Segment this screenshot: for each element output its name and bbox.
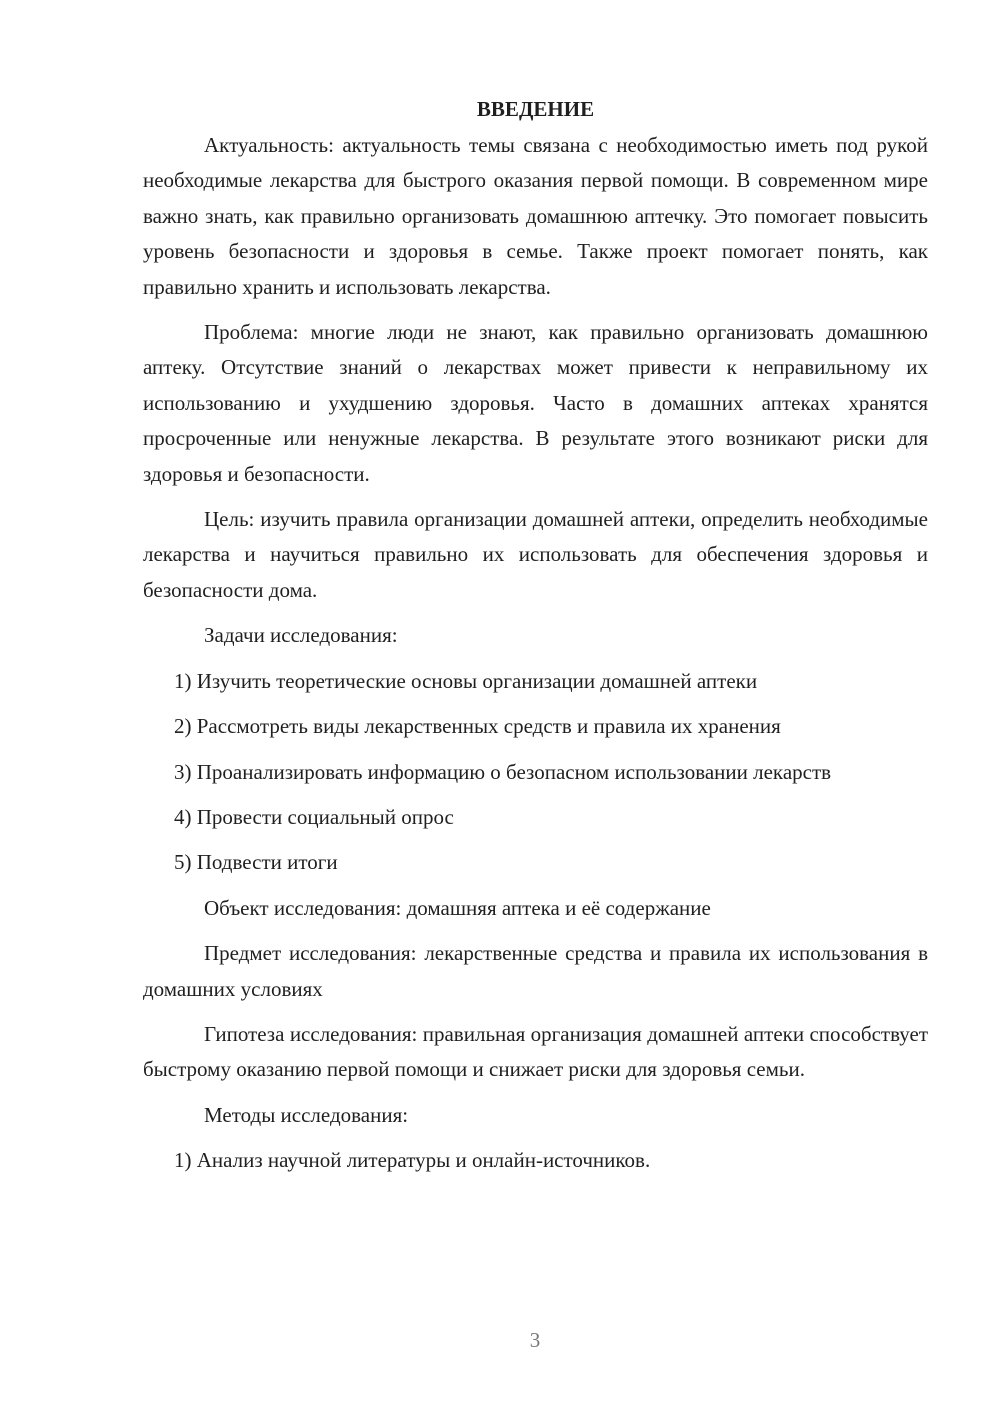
page-number: 3 [529,1328,541,1352]
subject-paragraph: Предмет исследования: лекарственные средства и правила их использования в домашних условиях [143,941,928,1001]
hypothesis-paragraph: Гипотеза исследования: правильная организация домашней аптеки способствует быстрому оказанию первой помощи и снижает риски для здоровья семьи. [143,1021,928,1082]
document-page [143,92,928,1322]
actuality-paragraph: Актуальность: актуальность темы связана с необходимостью иметь под рукой необходимые лекарства для быстрого оказания первой помощи. В современном мире важно знать, как правильно организовать домашнюю аптечку. Это помогает повысить уровень безопасности и здоровья в семье. Также проект помогает понять, как правильно хранить и использовать лекарства. [143,133,928,299]
tasks-title: Задачи исследования: [204,623,398,648]
task-item: 1) Изучить теоретические основы организации домашней аптеки [174,668,758,693]
section-heading: ВВЕДЕНИЕ [476,97,595,121]
task-item: 2) Рассмотреть виды лекарственных средств и правила их хранения [174,714,781,739]
methods-title: Методы исследования: [204,1102,409,1127]
task-item: 5) Подвести итоги [174,850,338,875]
task-item: 4) Провести социальный опрос [174,804,454,829]
goal-paragraph: Цель: изучить правила организации домашней аптеки, определить необходимые лекарства и научиться правильно их использовать для обеспечения здоровья и безопасности дома. [143,507,928,602]
object-paragraph: Объект исследования: домашняя аптека и её содержание [204,895,711,920]
method-item: 1) Анализ научной литературы и онлайн-источников. [174,1148,651,1173]
task-item: 3) Проанализировать информацию о безопасном использовании лекарств [174,759,832,784]
problem-paragraph: Проблема: многие люди не знают, как правильно организовать домашнюю аптеку. Отсутствие знаний о лекарствах может привести к неправильному их использованию и ухудшению здоровья. Часто в домашних аптеках хранятся просроченные или ненужные лекарства. В результате этого возникают риски для здоровья и безопасности. [143,320,928,486]
